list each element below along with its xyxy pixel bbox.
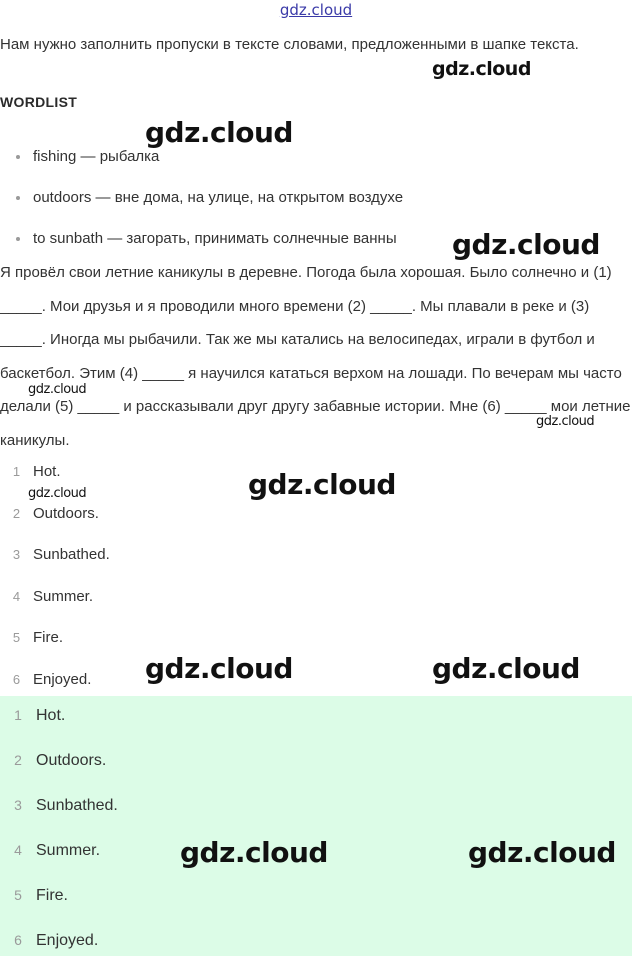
answer-number: 6: [14, 932, 22, 948]
wordlist-item: [0, 220, 403, 261]
highlighted-answer-list: [0, 693, 118, 963]
highlighted-answer-item: [0, 738, 118, 783]
highlighted-answer-item: [0, 693, 118, 738]
watermark: gdz.cloud: [145, 116, 293, 149]
answer-text: Sunbathed.: [33, 546, 110, 564]
watermark: gdz.cloud: [28, 382, 87, 397]
watermark: gdz.cloud: [28, 486, 87, 501]
highlighted-answer-item: [0, 783, 118, 828]
highlighted-answer-item: [0, 828, 118, 873]
answer-number: 1: [14, 707, 22, 723]
answer-item: [0, 576, 110, 618]
watermark: gdz.cloud: [452, 228, 600, 261]
bullet-icon: [16, 155, 20, 159]
wordlist-item-text: outdoors — вне дома, на улице, на открытом воздухе: [33, 189, 404, 206]
watermark: gdz.cloud: [432, 58, 531, 80]
bullet-icon: [16, 237, 20, 241]
answer-item: [0, 534, 110, 576]
answer-number: 1: [12, 464, 21, 479]
answer-text: Hot.: [33, 463, 61, 480]
answer-number: 3: [14, 797, 22, 813]
wordlist-item-text: fishing — рыбалка: [33, 148, 160, 165]
answer-text: Summer.: [33, 587, 94, 605]
top-watermark-link[interactable]: gdz.cloud: [279, 1, 353, 19]
answer-text: Enjoyed.: [33, 670, 92, 688]
watermark: gdz.cloud: [432, 652, 580, 685]
watermark: gdz.cloud: [248, 468, 396, 501]
answer-text: Outdoors.: [33, 504, 99, 522]
watermark: gdz.cloud: [468, 836, 616, 869]
answer-text: Summer.: [36, 842, 101, 859]
wordlist-item-text: to sunbath — загорать, принимать солнечные ванны: [33, 230, 397, 247]
answer-number: 4: [14, 842, 22, 858]
answer-text: Sunbathed.: [36, 797, 118, 814]
watermark: gdz.cloud: [145, 652, 293, 685]
wordlist-heading: WORDLIST: [0, 94, 78, 110]
answer-text: Enjoyed.: [36, 932, 99, 949]
answer-number: 2: [12, 505, 21, 521]
answer-number: 5: [14, 887, 22, 903]
watermark: gdz.cloud: [536, 414, 595, 429]
answer-number: 6: [12, 671, 21, 687]
highlighted-answer-item: [0, 873, 118, 918]
answer-text: Fire.: [36, 887, 68, 904]
watermark: gdz.cloud: [180, 836, 328, 869]
answer-item: [0, 617, 110, 659]
highlighted-answer-box: [0, 696, 632, 956]
wordlist-item: [0, 179, 403, 220]
answer-text: Outdoors.: [36, 752, 107, 769]
wordlist: [0, 138, 403, 261]
bullet-icon: [16, 196, 20, 200]
story-text: Я провёл свои летние каникулы в деревне. Погода была хорошая. Было солнечно и (1) _____. Мои друзья и я проводили много времени (2) _____. Мы плавали в реке и (3) _____. Иногда мы рыбачили. Так же мы катались на велосипедах, играли в футбол и баскетбол. Этим (4) _____ я научился кататься верхом на лошади. По вечерам мы часто делали (5) _____ и рассказывали друг другу забавные истории. Мне (6) _____ мои летние каникулы.: [0, 264, 631, 449]
answer-text: Fire.: [33, 629, 63, 647]
answer-number: 3: [12, 547, 21, 563]
task-intro: Нам нужно заполнить пропуски в тексте словами, предложенными в шапке текста.: [0, 36, 579, 53]
answer-number: 5: [12, 630, 21, 646]
answer-number: 4: [12, 588, 21, 604]
answer-text: Hot.: [36, 707, 66, 724]
answer-number: 2: [14, 752, 22, 768]
highlighted-answer-item: [0, 918, 118, 963]
